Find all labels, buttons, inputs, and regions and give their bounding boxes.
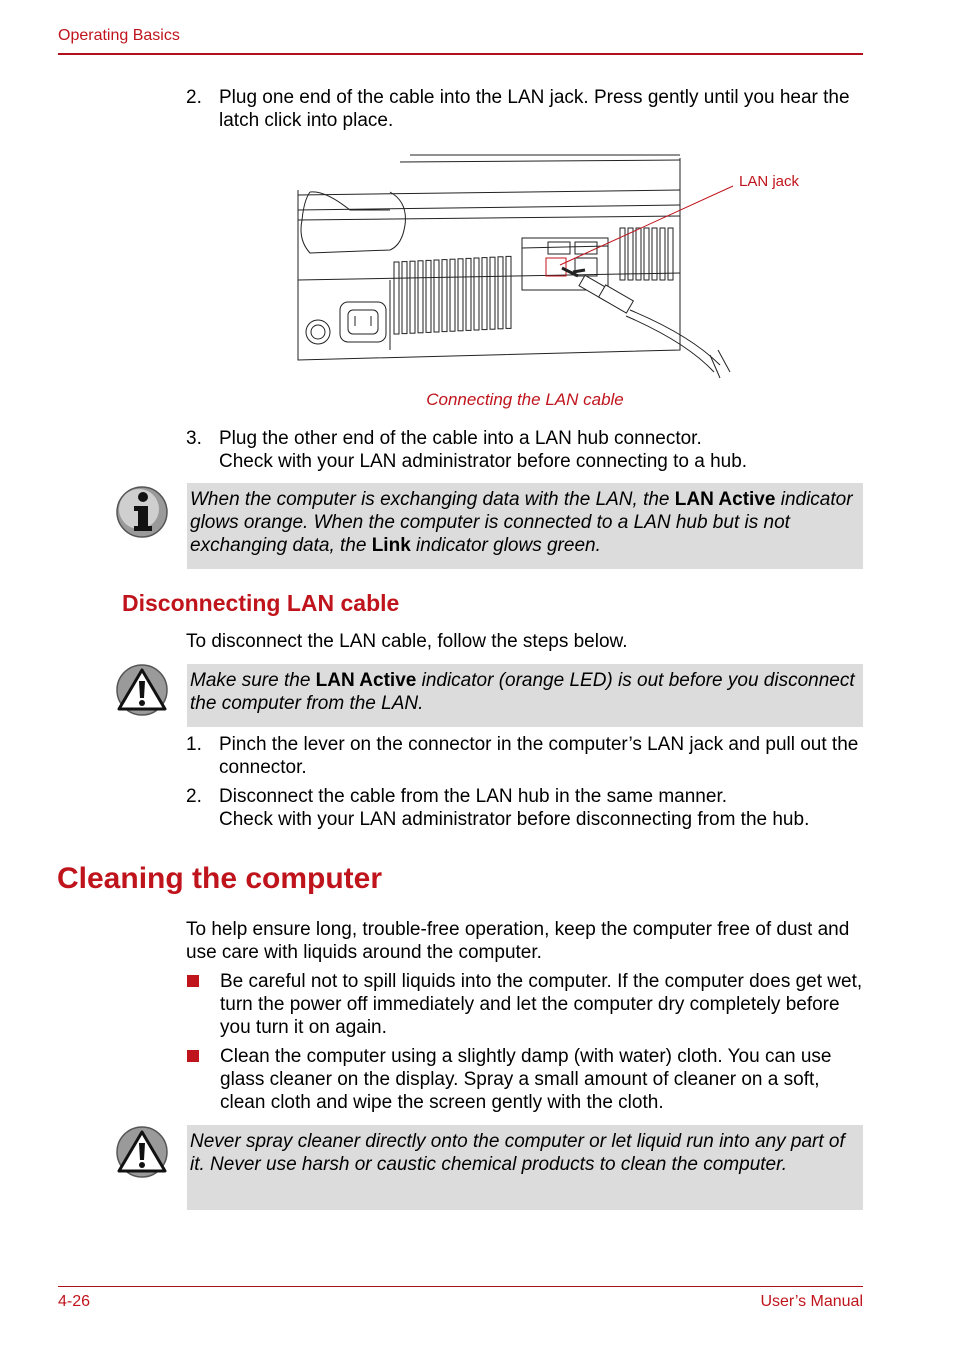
vent-slat — [458, 259, 463, 331]
note-text: indicator (orange LED) is out before you disconnect the computer from the LAN. — [190, 670, 855, 714]
warning-icon — [114, 1124, 170, 1180]
vent-slat — [498, 257, 503, 329]
vent-slat — [410, 261, 415, 333]
note-text: Never spray cleaner directly onto the computer or let liquid run into any part of it. Never use harsh or caustic chemical products to clean the computer. — [190, 1131, 845, 1175]
bullet-item — [187, 1045, 877, 1115]
step-text — [219, 785, 869, 831]
vent-slat — [660, 228, 665, 280]
vent-slat — [442, 260, 447, 332]
vent-slat — [482, 258, 487, 330]
note-text: Make sure the — [190, 670, 316, 691]
step-line: Check with your LAN administrator before disconnecting from the hub. — [219, 809, 810, 830]
step-number: 3. — [186, 428, 202, 449]
vent-slat — [418, 261, 423, 333]
step-number: 2. — [186, 87, 202, 108]
vent-slat — [668, 228, 673, 280]
note-bold: LAN Active — [315, 670, 417, 691]
step-number: 2. — [186, 786, 202, 807]
laptop-rear-panel — [298, 155, 680, 360]
vent-slat — [490, 257, 495, 329]
vent-slat — [402, 262, 407, 334]
step-line: Disconnect the cable from the LAN hub in the same manner. — [219, 786, 727, 807]
callout-line — [560, 186, 733, 265]
note-text: indicator glows green. — [410, 535, 601, 556]
vent-slat — [474, 258, 479, 330]
note-text: When the computer is exchanging data with the LAN, the — [190, 489, 675, 510]
vent-slat — [628, 228, 633, 280]
info-icon — [114, 484, 170, 540]
vent-slat — [434, 260, 439, 332]
step-number: 1. — [186, 734, 202, 755]
vent-slat — [644, 228, 649, 280]
step-text: Plug one end of the cable into the LAN jack. Press gently until you hear the latch click into place. — [219, 87, 850, 131]
figure-caption: Connecting the LAN cable — [426, 390, 624, 409]
vent-slat — [394, 262, 399, 334]
header-rule — [58, 53, 863, 55]
vent-slat — [466, 258, 471, 330]
note-bold: Link — [371, 535, 411, 556]
step-3 — [186, 427, 876, 473]
vent-slat — [636, 228, 641, 280]
caution-note — [187, 1125, 863, 1210]
info-note — [187, 483, 863, 569]
running-header: Operating Basics — [58, 27, 180, 44]
disconnect-step-1 — [186, 733, 876, 779]
footer-title: User’s Manual — [760, 1293, 863, 1310]
vent-slat — [506, 256, 511, 328]
step-line: Plug the other end of the cable into a LAN hub connector. — [219, 428, 702, 449]
step-text — [219, 427, 869, 473]
subsection-heading: Disconnecting LAN cable — [122, 590, 400, 616]
lan-cable — [562, 268, 730, 378]
caution-note — [187, 664, 863, 727]
page-number: 4-26 — [58, 1293, 91, 1310]
warning-icon — [114, 662, 170, 718]
bullet-marker — [187, 1050, 199, 1062]
bullet-text: Clean the computer using a slightly damp (with water) cloth. You can use glass cleaner on the display. Spray a small amount of cleaner on a soft, clean cloth and wipe the screen gently with the cloth. — [220, 1046, 832, 1113]
bullet-item — [187, 970, 877, 1040]
lan-jack-callout: LAN jack — [739, 173, 800, 190]
section-heading: Cleaning the computer — [57, 862, 383, 895]
step-2-plug — [186, 86, 876, 132]
cleaning-intro: To help ensure long, trouble-free operation, keep the computer free of dust and use care with liquids around the computer. — [186, 919, 850, 963]
disconnect-intro: To disconnect the LAN cable, follow the steps below. — [186, 631, 628, 652]
bullet-text: Be careful not to spill liquids into the computer. If the computer does get wet, turn the power off immediately and let the computer dry completely before you turn it on again. — [220, 971, 863, 1038]
vent-slat — [426, 260, 431, 332]
bullet-marker — [187, 975, 199, 987]
step-line: Check with your LAN administrator before connecting to a hub. — [219, 451, 748, 472]
vent-slat — [450, 259, 455, 331]
vent-slat — [652, 228, 657, 280]
disconnect-step-2 — [186, 785, 876, 831]
note-text: indicator glows orange. When the computer is connected to a LAN hub but is not exchanging data, the — [190, 489, 853, 556]
footer-rule — [58, 1286, 863, 1287]
step-text: Pinch the lever on the connector in the computer’s LAN jack and pull out the connector. — [219, 734, 859, 778]
lan-figure — [290, 150, 750, 385]
note-bold: LAN Active — [674, 489, 776, 510]
